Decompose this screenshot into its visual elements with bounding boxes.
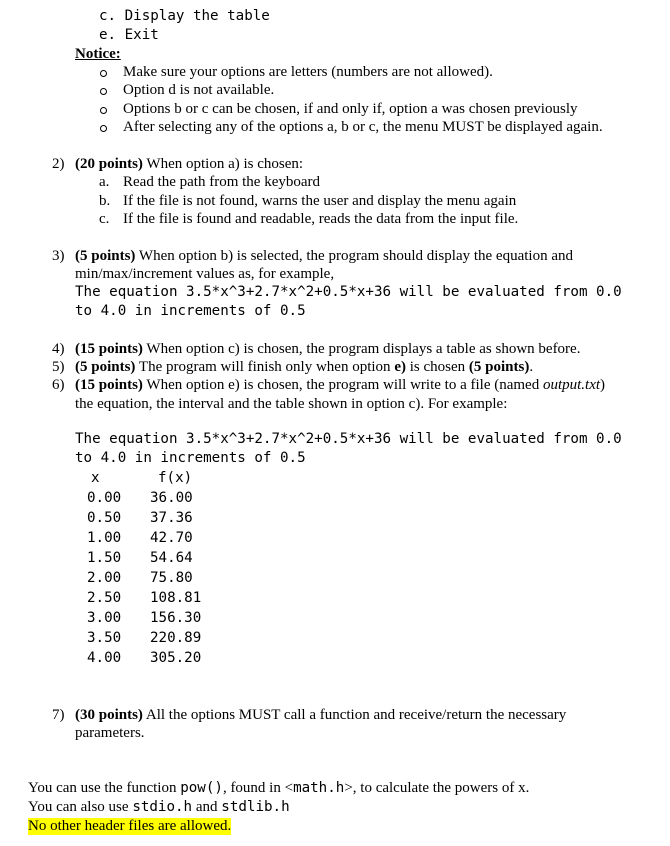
sub-letter: a.: [99, 174, 110, 190]
cell-fx: 108.81: [150, 590, 202, 606]
bullet-icon: [100, 70, 107, 77]
points-label: (15 points): [75, 377, 143, 393]
notice-item: Options b or c can be chosen, if and only if, option a was chosen previously: [123, 101, 578, 117]
cell-x: 3.50: [87, 630, 122, 646]
question-number: 6): [52, 377, 65, 393]
question-number: 7): [52, 707, 65, 723]
question-body: When option a) is chosen:: [142, 156, 304, 172]
cell-fx: 42.70: [150, 530, 193, 546]
footer-text: You can use the function: [28, 780, 181, 796]
menu-option-e: e. Exit: [99, 27, 159, 43]
notice-title: Notice:: [75, 46, 121, 62]
cell-fx: 54.64: [150, 550, 193, 566]
cell-x: 1.00: [87, 530, 122, 546]
question-body-line: the equation, the interval and the table shown in option c). For example:: [75, 396, 508, 412]
footer-text: You can also use: [28, 799, 133, 815]
question-text: [75, 341, 580, 358]
sub-text: If the file is not found, warns the user and display the menu again: [123, 193, 517, 209]
bullet-icon: [100, 125, 107, 132]
cell-fx: 37.36: [150, 510, 193, 526]
sub-text: Read the path from the keyboard: [123, 174, 321, 190]
question-body: is chosen: [405, 359, 469, 375]
bullet-icon: [100, 88, 107, 95]
cell-x: 0.00: [87, 490, 122, 506]
points-label: (15 points): [75, 341, 143, 357]
question-body: ): [600, 377, 606, 393]
notice-item: Option d is not available.: [123, 82, 275, 98]
menu-option-c: c. Display the table: [99, 8, 270, 24]
cell-fx: 220.89: [150, 630, 202, 646]
sub-text: If the file is found and readable, reads the data from the input file.: [123, 211, 519, 227]
cell-x: 0.50: [87, 510, 122, 526]
question-body: When option b) is selected, the program should display the equation and: [135, 248, 573, 264]
question-number: 3): [52, 248, 65, 264]
footer-line-2: [28, 799, 290, 816]
sub-letter: b.: [99, 193, 111, 209]
bullet-icon: [100, 107, 107, 114]
code-line: to 4.0 in increments of 0.5: [75, 450, 306, 466]
cell-fx: 156.30: [150, 610, 202, 626]
option-label: e): [394, 359, 406, 375]
question-body: All the options MUST call a function and receive/return the necessary: [142, 707, 567, 723]
cell-fx: 305.20: [150, 650, 202, 666]
question-body-line: min/max/increment values as, for example,: [75, 266, 335, 282]
cell-x: 2.50: [87, 590, 122, 606]
output-table: [0, 470, 670, 670]
question-body: The program will finish only when option: [135, 359, 395, 375]
sub-letter: c.: [99, 211, 110, 227]
question-text: [75, 707, 566, 724]
cell-x: 4.00: [87, 650, 122, 666]
cell-fx: 75.80: [150, 570, 193, 586]
file-name: output.txt: [542, 377, 601, 393]
cell-x: 3.00: [87, 610, 122, 626]
code-line: The equation 3.5*x^3+2.7*x^2+0.5*x+36 will be evaluated from 0.0: [75, 284, 622, 300]
notice-item: After selecting any of the options a, b or c, the menu MUST be displayed again.: [123, 119, 603, 135]
question-text: [75, 156, 303, 173]
points-label: (5 points): [75, 359, 136, 375]
points-label: (5 points): [75, 248, 136, 264]
footer-text: , found in <: [222, 780, 294, 796]
question-text: [75, 377, 605, 394]
question-body: When option e) is chosen, the program will write to a file (named: [142, 377, 543, 393]
table-header-x: x: [91, 470, 100, 486]
code-line: to 4.0 in increments of 0.5: [75, 303, 306, 319]
notice-item: Make sure your options are letters (numbers are not allowed).: [123, 64, 493, 80]
table-header-fx: f(x): [158, 470, 193, 486]
question-number: 5): [52, 359, 65, 375]
highlighted-note: No other header files are allowed.: [28, 818, 232, 834]
question-body-line: parameters.: [75, 725, 145, 741]
footer-line-1: [28, 780, 529, 797]
points-label: (5 points): [468, 359, 530, 375]
footer-text: and: [192, 799, 222, 815]
cell-x: 2.00: [87, 570, 122, 586]
footer-text: >, to calculate the powers of x.: [344, 780, 530, 796]
cell-x: 1.50: [87, 550, 122, 566]
points-label: (20 points): [75, 156, 143, 172]
question-body: When option c) is chosen, the program displays a table as shown before.: [142, 341, 581, 357]
cell-fx: 36.00: [150, 490, 193, 506]
points-label: (30 points): [75, 707, 143, 723]
question-text: [75, 248, 573, 265]
inline-code: math.h: [293, 780, 345, 796]
code-line: The equation 3.5*x^3+2.7*x^2+0.5*x+36 will be evaluated from 0.0: [75, 431, 622, 447]
question-number: 4): [52, 341, 65, 357]
question-number: 2): [52, 156, 65, 172]
inline-code: stdlib.h: [221, 799, 290, 815]
inline-code: stdio.h: [132, 799, 193, 815]
inline-code: pow(): [180, 780, 223, 796]
question-body: .: [529, 359, 534, 375]
question-text: [75, 359, 533, 376]
